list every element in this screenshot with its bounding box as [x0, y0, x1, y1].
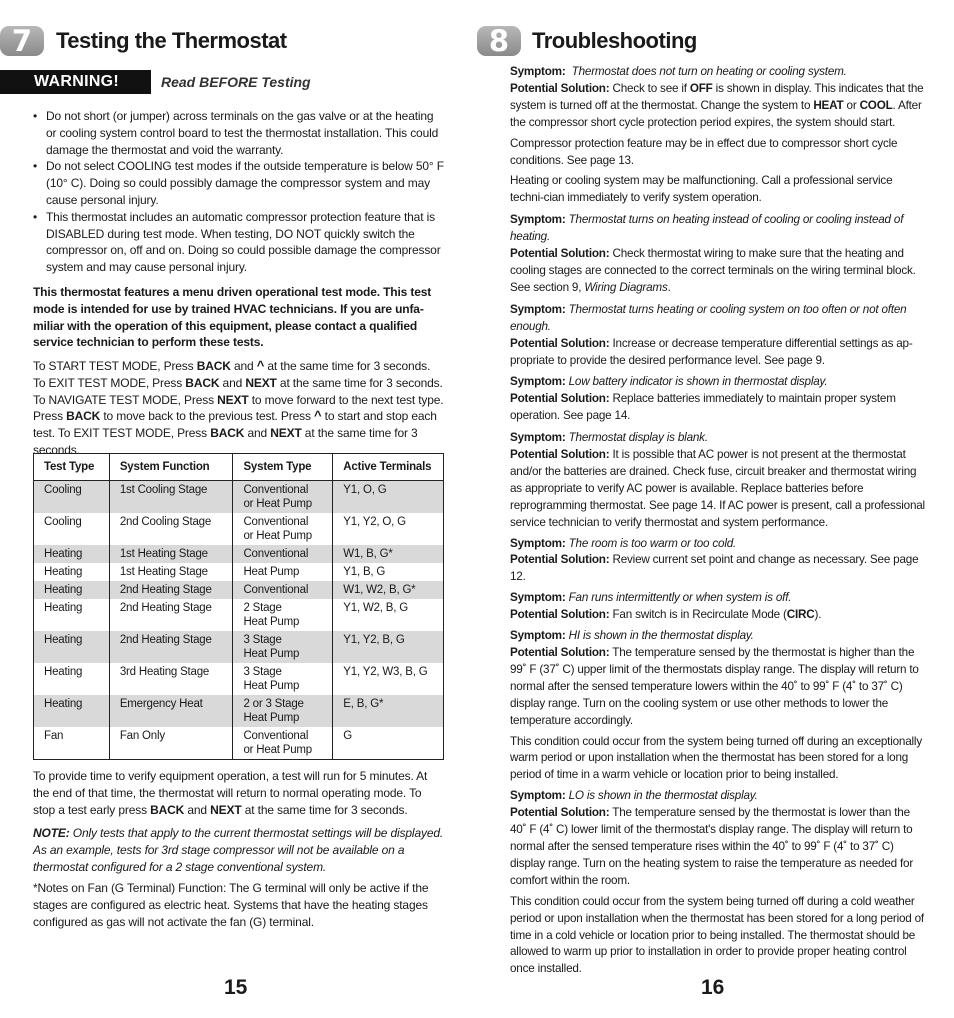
symptom-item: Symptom: Thermostat does not turn on heating or cooling system. [510, 65, 847, 78]
table-row [34, 599, 444, 631]
up-caret-icon: ^ [256, 358, 265, 373]
table-cell: Conventional or Heat Pump [233, 727, 333, 760]
solution-item: Potential Solution: The temperature sensed by the thermostat is lower than the 40˚ F (4˚ C) lower limit of the thermostat's display range. The display will return to normal after the sensed temperature rises within the 40˚ to 99˚ F (4˚ to 37˚ C) display range. Turn on the heating system to raise the temperature as needed for comfort within the room. [510, 806, 914, 887]
table-cell: W1, W2, B, G* [333, 581, 444, 599]
symptom-item: Symptom: HI is shown in the thermostat display. [510, 629, 754, 643]
warning-label: WARNING! [0, 70, 151, 94]
fan-note-paragraph: *Notes on Fan (G Terminal) Function: The G terminal will only be active if the stages are configured as electric heat. Systems that have the heating stages configured as gas will not activate the fan (G) terminal. [33, 881, 429, 929]
table-cell: Fan [44, 730, 64, 742]
table-cell: 2 Stage Heat Pump [233, 599, 333, 631]
table-row [34, 563, 444, 581]
table-cell: Heating [34, 631, 110, 663]
troubleshooting-list [510, 64, 926, 978]
table-cell: 3rd Heating Stage [109, 663, 233, 695]
table-cell: 3 Stage Heat Pump [233, 663, 333, 695]
table-row [34, 481, 444, 514]
table-cell: Conventional [233, 581, 333, 599]
solution-item: Potential Solution: Replace batteries immediately to maintain proper system operation. See page 14. [510, 392, 896, 423]
test-types-table [33, 453, 444, 760]
table-row [34, 545, 444, 563]
solution-item: Potential Solution: It is possible that AC power is not present at the thermostat and/or the batteries are drained. Check fuse, circuit breaker and thermostat wiring as appropriate to verify AC power is available. Replace batteries before reprogramming thermostat. See page 14. If AC power is present, call a professional service technician to verify thermostat and system performance. [510, 448, 925, 529]
test-mode-instructions: To START TEST MODE, Press BACK and ^ at the same time for 3 seconds. To EXIT TEST MODE, Press BACK and NEXT at the same time for 3 seconds. To NAVIGATE TEST MODE, Press NEXT to move forward to the next test type. Press BACK to move back to the previous test. Press ^ to start and stop each test. To EXIT TEST MODE, Press BACK and NEXT at the same time for 3 seconds. [33, 358, 444, 457]
section-title: Testing the Thermostat [56, 28, 287, 53]
table-cell: Heating [34, 545, 110, 563]
paragraph: This condition could occur from the system being turned off during an exceptionally warm period or upon installation when the thermostat has been stored for a long period of time in a warm vehicle or location prior to being installed. [510, 734, 922, 782]
list-item: • Do not short (or jumper) across terminals on the gas valve or at the heating or cooling system control board to test the thermostat installation. This could damage the thermostat and void the warranty. [33, 108, 445, 158]
paragraph: This condition could occur from the system being turned off during a cold weather period or upon installation when the thermostat has been stored for a long period of time in a cold vehicle or location prior to being installed. The thermostat should be allowed to warm up prior to installation in order to provide proper heating control once installed. [510, 894, 924, 976]
section-number-badge: 8 [477, 26, 521, 56]
table-cell: 1st Cooling Stage [109, 481, 233, 514]
table-cell: Heat Pump [233, 563, 333, 581]
warning-bullets [33, 108, 445, 276]
symptom-item: Symptom: Thermostat turns on heating instead of cooling or cooling instead of heating. [510, 213, 904, 244]
table-cell: Y1, Y2, B, G [333, 631, 444, 663]
table-cell: Heating [44, 566, 83, 578]
table-cell: Heating [44, 666, 83, 678]
operational-test-notice: This thermostat features a menu driven operational test mode. This test mode is intended for use by trained HVAC technicians. If you are unfa-miliar with the operation of this equipment, please contact a qualified service technician to perform these tests. [33, 285, 432, 350]
column-header: Test Type [34, 454, 110, 481]
table-cell: Heating [34, 695, 110, 727]
table-row [34, 513, 444, 545]
table-cell: Heating [44, 602, 83, 614]
table-cell: Cooling [34, 481, 110, 514]
symptom-item: Symptom: LO is shown in the thermostat display. [510, 789, 758, 803]
table-cell: Y1, W2, B, G [333, 599, 444, 631]
table-cell: E, B, G* [333, 695, 444, 727]
table-row [34, 727, 444, 760]
page-number: 16 [701, 976, 725, 999]
section-number-badge: 7 [0, 26, 44, 56]
list-item: • Do not select COOLING test modes if the outside temperature is below 50° F (10° C). Doing so could possibly damage the compressor system and may cause personal injury. [33, 158, 445, 208]
table-cell: 2nd Heating Stage [109, 581, 233, 599]
solution-item: Potential Solution: Review current set point and change as necessary. See page 12. [510, 553, 919, 584]
solution-item: Potential Solution: Fan switch is in Recirculate Mode (CIRC). [510, 608, 822, 622]
table-cell: 1st Heating Stage [109, 545, 233, 563]
paragraph: Heating or cooling system may be malfunctioning. Call a professional service techni-cian immediately to verify system operation. [510, 174, 893, 205]
up-caret-icon: ^ [314, 408, 322, 424]
table-cell: Conventional or Heat Pump [233, 513, 333, 545]
column-header: System Type [233, 454, 333, 481]
table-row [34, 581, 444, 599]
table-cell: Y1, Y2, O, G [333, 513, 444, 545]
test-duration-paragraph: To provide time to verify equipment operation, a test will run for 5 minutes. At the end of that time, the thermostat will return to normal operating mode. To stop a test early press BACK and NEXT at the same time for 3 seconds. [33, 769, 428, 817]
symptom-item: Symptom: Fan runs intermittently or when system is off. [510, 591, 792, 605]
table-cell: 2nd Heating Stage [109, 599, 233, 631]
symptom-item: Symptom: The room is too warm or too cold. [510, 536, 737, 550]
table-cell: Cooling [44, 516, 82, 528]
paragraph: Compressor protection feature may be in effect due to compressor short cycle conditions. See page 13. [510, 136, 898, 167]
table-cell: Y1, Y2, W3, B, G [333, 663, 444, 695]
symptom-item: Symptom: Thermostat display is blank. [510, 431, 708, 445]
table-cell: Emergency Heat [109, 695, 233, 727]
page-number: 15 [224, 976, 248, 999]
column-header: System Function [109, 454, 233, 481]
table-cell: W1, B, G* [333, 545, 444, 563]
table-cell: 2nd Cooling Stage [109, 513, 233, 545]
table-row [34, 663, 444, 695]
warning-subtitle: Read BEFORE Testing [161, 74, 311, 90]
table-cell: Y1, B, G [333, 563, 444, 581]
table-cell: G [333, 727, 444, 760]
table-header-row [34, 454, 444, 481]
solution-item: Potential Solution: Increase or decrease temperature differential settings as ap-propriate to provide the desired performance level. See page 9. [510, 336, 913, 367]
table-row [34, 631, 444, 663]
table-cell: Conventional [233, 545, 333, 563]
column-header: Active Terminals [333, 454, 444, 481]
symptom-item: Symptom: Low battery indicator is shown in thermostat display. [510, 375, 828, 389]
table-cell: Fan Only [109, 727, 233, 760]
list-item: • This thermostat includes an automatic compressor protection feature that is DISABLED during test mode. When testing, DO NOT quickly switch the compressor on, off and on. Doing so could possible damage the compressor system and may cause personal injury. [33, 209, 445, 276]
solution-item: Potential Solution: Check to see if OFF is shown in display. This indicates that the system is turned off at the thermostat. Change the system to HEAT or COOL. After the compressor short cycle protection period expires, the system should start. [510, 81, 924, 129]
symptom-item: Symptom: Thermostat turns heating or cooling system on too often or not often enough. [510, 302, 907, 333]
section-title: Troubleshooting [532, 28, 697, 53]
table-cell: Y1, O, G [333, 481, 444, 514]
solution-item: Potential Solution: The temperature sensed by the thermostat is higher than the 99˚ F (37˚ C) upper limit of the thermostats display range. The display will return to normal after the sensed temperature lowers within the 40˚ to 99˚ F (4˚ to 37˚ C) display range. Turn on the cooling system or use other methods to lower the temperature accordingly. [510, 646, 919, 727]
table-cell: Conventional or Heat Pump [233, 481, 333, 514]
table-cell: 2 or 3 Stage Heat Pump [233, 695, 333, 727]
table-cell: 1st Heating Stage [109, 563, 233, 581]
table-cell: Heating [34, 581, 110, 599]
table-cell: 3 Stage Heat Pump [233, 631, 333, 663]
solution-item: Potential Solution: Check thermostat wiring to make sure that the heating and cooling stages are connected to the correct terminals on the wiring terminal block. See section 9, Wiring Diagrams. [510, 247, 916, 294]
table-cell: 2nd Heating Stage [109, 631, 233, 663]
note-paragraph: NOTE: Only tests that apply to the current thermostat settings will be displayed. As an example, tests for 3rd stage compressor will not be available on a thermostat configured for a 2 stage conventional system. [33, 826, 444, 874]
table-row [34, 695, 444, 727]
